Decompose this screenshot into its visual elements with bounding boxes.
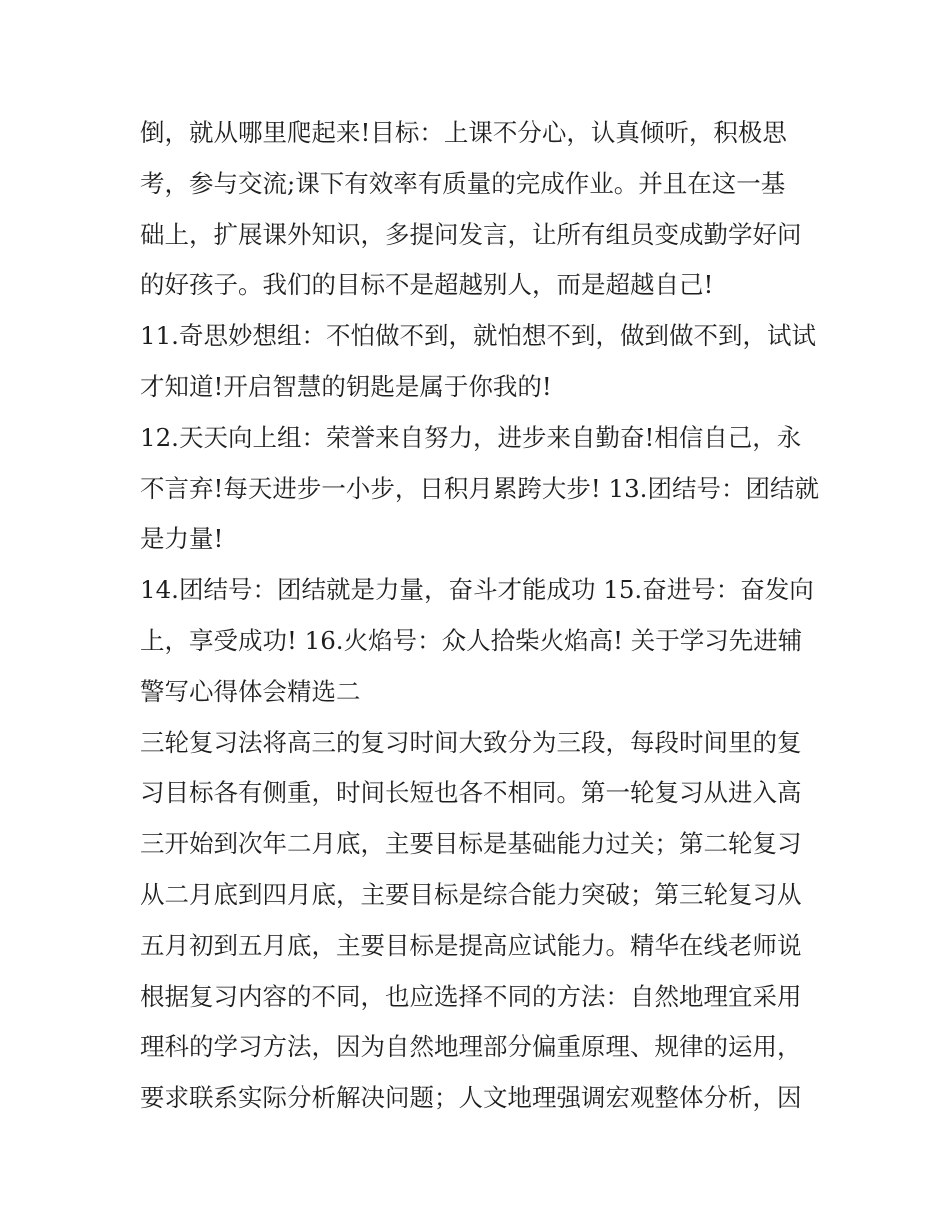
text-line: 11.奇思妙想组：不怕做不到，就怕想不到，做到做不到，试试 — [140, 321, 816, 351]
text-line: 不言弃!每天进步一小步，日积月累跨大步! 13.团结号：团结就 — [140, 473, 819, 503]
text-line: 理科的学习方法，因为自然地理部分偏重原理、规律的运用， — [140, 1032, 802, 1062]
text-line: 三轮复习法将高三的复习时间大致分为三段，每段时间里的复 — [140, 727, 802, 757]
text-line: 从二月底到四月底，主要目标是综合能力突破；第三轮复习从 — [140, 879, 802, 909]
text-line: 三开始到次年二月底，主要目标是基础能力过关；第二轮复习 — [140, 829, 802, 859]
section-heading: 警写心得体会精选二 — [140, 676, 361, 706]
text-line: 才知道!开启智慧的钥匙是属于你我的! — [140, 371, 552, 401]
text-line: 是力量! — [140, 524, 224, 554]
text-line: 础上，扩展课外知识，多提问发言，让所有组员变成勤学好问 — [140, 219, 802, 249]
text-line: 上，享受成功! 16.火焰号：众人拾柴火焰高! 关于学习先进辅 — [140, 625, 803, 655]
body-text — [140, 108, 820, 1124]
text-line: 考，参与交流;课下有效率有质量的完成作业。并且在这一基 — [140, 168, 786, 198]
text-line: 根据复习内容的不同，也应选择不同的方法：自然地理宜采用 — [140, 981, 802, 1011]
text-line: 12.天天向上组：荣誉来自努力，进步来自勤奋!相信自己，永 — [140, 422, 802, 452]
text-line: 要求联系实际分析解决问题；人文地理强调宏观整体分析，因 — [140, 1083, 802, 1113]
text-line: 14.团结号：团结就是力量，奋斗才能成功 15.奋进号：奋发向 — [140, 575, 814, 605]
text-line: 五月初到五月底，主要目标是提高应试能力。精华在线老师说 — [140, 930, 802, 960]
text-line: 习目标各有侧重，时间长短也各不相同。第一轮复习从进入高 — [140, 778, 802, 808]
text-line: 倒，就从哪里爬起来!目标：上课不分心，认真倾听，积极思 — [140, 118, 787, 147]
text-line: 的好孩子。我们的目标不是超越别人，而是超越自己! — [140, 270, 714, 300]
